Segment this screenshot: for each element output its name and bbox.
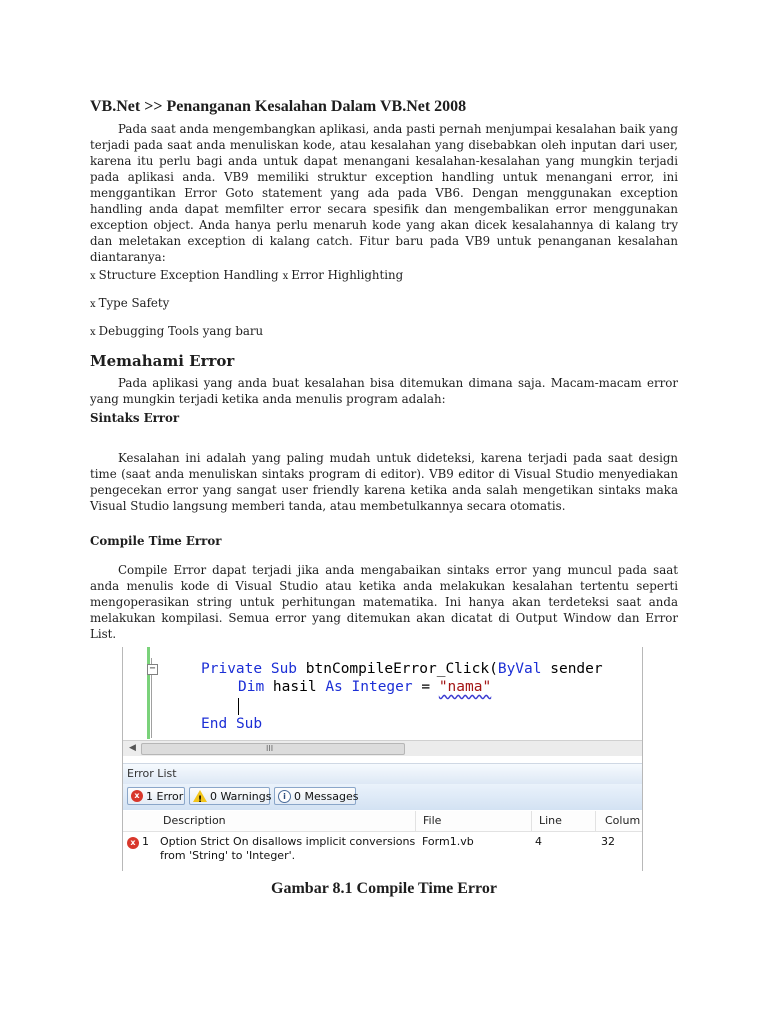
scroll-thumb[interactable] [141,743,405,755]
column-divider [415,811,416,831]
editor-margin [123,647,137,739]
feature-item: Debugging Tools yang baru [98,324,264,338]
error-list-title: Error List [127,767,177,780]
error-list-row[interactable] [123,833,642,867]
code-line: Private Sub btnCompileError_Click(ByVal sender [201,661,603,677]
intro-paragraph: Pada saat anda mengembangkan aplikasi, anda pasti pernah menjumpai kesalahan baik yang terjadi pada saat anda menuliskan kode, atau kesalahan yang disebabkan oleh inputan dari user, karena itu perlu bagi anda untuk dapat menangani kesalahan-kesalahan yang mungkin terjadi pada aplikasi anda. VB9 memiliki struktur exception handling untuk menangani error, ini menggantikan Error Goto statement yang ada pada VB6. Dengan menggunakan exception handling anda dapat memfilter error secara spesifik dan mengembalikan error menggunakan exception object. Anda hanya perlu menaruh kode yang akan dicek kesalahannya di kalang try dan meletakan exception di kalang catch. Fitur baru pada VB9 untuk penanganan kesalahan diantaranya: [90,122,678,264]
feature-list-row [90,324,263,338]
column-header-column[interactable]: Colum [605,814,641,827]
info-icon: i [278,790,291,803]
syntax-error-heading: Sintaks Error [90,411,180,425]
page-title: VB.Net >> Penanganan Kesalahan Dalam VB.Net 2008 [90,98,467,115]
scroll-grip: III [266,744,274,753]
error-column: 32 [601,835,615,848]
scroll-left-icon[interactable]: ◀ [129,743,136,753]
messages-filter-button[interactable]: i 0 Messages [274,787,356,805]
compile-error-screenshot [122,647,643,871]
error-icon: x [127,837,139,849]
error-line: 4 [535,835,542,848]
error-list-toolbar [123,784,642,810]
column-header-file[interactable]: File [423,814,442,827]
compile-error-text: Compile Error dapat terjadi jika anda mengabaikan sintaks error yang muncul pada saat anda menulis kode di Visual Studio atau ketika anda melakukan kesalahan tertentu seperti mengoperasikan string untuk perhitungan matematika. Ini hanya akan terdeteksi saat anda melakukan kompilasi. Semua error yang ditemukan akan dicatat di Output Window dan Error List. [90,563,678,641]
error-file: Form1.vb [422,835,474,848]
bullet-marker: x [90,299,96,310]
error-icon: x [131,790,143,802]
bullet-marker: x [282,271,289,282]
error-list-columns [123,811,642,832]
error-description: Option Strict On disallows implicit conversions from 'String' to 'Integer'. [160,835,416,862]
warnings-filter-button[interactable]: ! 0 Warnings [189,787,270,805]
code-line: End Sub [201,716,263,732]
text-caret [238,698,239,715]
bullet-marker: x [90,327,96,338]
feature-item: Error Highlighting [291,268,404,282]
warning-icon: ! [193,790,207,802]
errors-filter-button[interactable]: x 1 Error [127,787,185,805]
error-index: 1 [142,835,149,848]
section-heading: Memahami Error [90,352,235,370]
error-list-header [123,763,642,784]
feature-item: Structure Exception Handling [98,268,279,282]
change-tracking-bar [147,647,150,739]
column-header-description[interactable]: Description [163,814,226,827]
figure-caption: Gambar 8.1 Compile Time Error [271,880,497,897]
compile-error-heading: Compile Time Error [90,534,222,548]
feature-list-row [90,296,169,310]
horizontal-scrollbar[interactable] [123,740,642,756]
error-squiggle-string[interactable]: "nama" [438,679,492,695]
feature-item: Type Safety [98,296,170,310]
column-header-line[interactable]: Line [539,814,562,827]
section-intro: Pada aplikasi yang anda buat kesalahan bisa ditemukan dimana saja. Macam-macam error yang mungkin terjadi ketika anda menulis program adalah: [90,376,678,406]
collapse-icon[interactable]: − [147,664,158,675]
code-line: Dim hasil As Integer = "nama" [238,679,492,695]
syntax-error-text: Kesalahan ini adalah yang paling mudah untuk dideteksi, karena terjadi pada saat design time (saat anda menuliskan sintaks program di editor). VB9 editor di Visual Studio menyediakan pengecekan error yang sangat user friendly karena ketika anda salah mengetikan sintaks maka Visual Studio langsung memberi tanda, atau membetulkannya secara otomatis. [90,451,678,513]
feature-list-row [90,268,403,282]
column-divider [595,811,596,831]
column-divider [531,811,532,831]
bullet-marker: x [90,271,96,282]
